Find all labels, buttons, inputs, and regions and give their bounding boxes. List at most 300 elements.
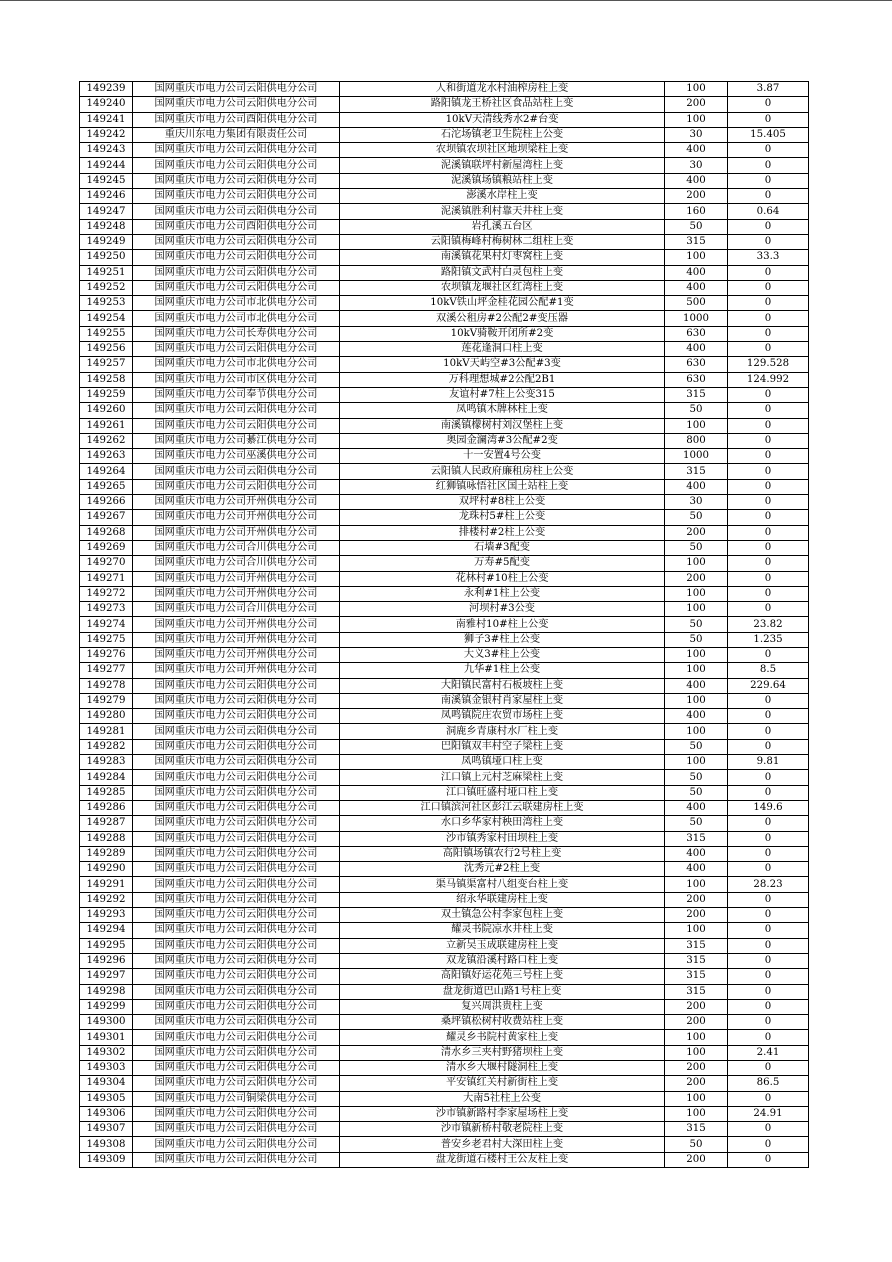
cell-company: 国网重庆市电力公司云阳供电分公司	[133, 923, 340, 938]
cell-capacity: 200	[665, 1015, 728, 1030]
table-row	[80, 877, 809, 892]
cell-company: 国网重庆市电力公司云阳供电分公司	[133, 739, 340, 754]
cell-company: 国网重庆市电力公司云阳供电分公司	[133, 846, 340, 861]
table-row	[80, 280, 809, 295]
cell-value: 0	[728, 97, 809, 112]
data-table	[79, 81, 809, 1168]
cell-capacity: 50	[665, 632, 728, 647]
table-row	[80, 816, 809, 831]
table-row	[80, 387, 809, 402]
cell-id: 149302	[80, 1045, 133, 1060]
cell-transformer-name: 沙市镇秀家村田坝柱上变	[340, 831, 665, 846]
cell-id: 149296	[80, 953, 133, 968]
cell-transformer-name: 耀灵书院凉水井柱上变	[340, 923, 665, 938]
cell-company: 国网重庆市电力公司云阳供电分公司	[133, 234, 340, 249]
cell-company: 国网重庆市电力公司云阳供电分公司	[133, 892, 340, 907]
table-row	[80, 127, 809, 142]
cell-value: 9.81	[728, 755, 809, 770]
cell-id: 149288	[80, 831, 133, 846]
table-row	[80, 709, 809, 724]
table-row	[80, 556, 809, 571]
cell-transformer-name: 大南5社柱上公变	[340, 1091, 665, 1106]
cell-transformer-name: 石沱场镇老卫生院柱上公变	[340, 127, 665, 142]
table-body	[80, 82, 809, 1168]
table-row	[80, 158, 809, 173]
cell-transformer-name: 万寿#5配变	[340, 556, 665, 571]
cell-value: 0	[728, 189, 809, 204]
cell-transformer-name: 云阳镇人民政府廉租房柱上公变	[340, 464, 665, 479]
cell-transformer-name: 泥溪镇胜利村靠天井柱上变	[340, 204, 665, 219]
cell-transformer-name: 清水乡三夹村野猪坝柱上变	[340, 1045, 665, 1060]
cell-capacity: 200	[665, 189, 728, 204]
cell-company: 国网重庆市电力公司云阳供电分公司	[133, 403, 340, 418]
cell-transformer-name: 平安镇红关村新街柱上变	[340, 1076, 665, 1091]
cell-company: 国网重庆市电力公司云阳供电分公司	[133, 999, 340, 1014]
cell-id: 149243	[80, 143, 133, 158]
cell-id: 149272	[80, 586, 133, 601]
cell-company: 国网重庆市电力公司云阳供电分公司	[133, 709, 340, 724]
cell-value: 0	[728, 586, 809, 601]
cell-capacity: 200	[665, 1152, 728, 1167]
cell-company: 国网重庆市电力公司云阳供电分公司	[133, 724, 340, 739]
cell-value: 0	[728, 311, 809, 326]
table-row	[80, 571, 809, 586]
cell-transformer-name: 澎溪水岸柱上变	[340, 189, 665, 204]
table-row	[80, 862, 809, 877]
cell-value: 0	[728, 816, 809, 831]
cell-transformer-name: 南雅村10#柱上公变	[340, 617, 665, 632]
table-row	[80, 250, 809, 265]
cell-company: 国网重庆市电力公司云阳供电分公司	[133, 464, 340, 479]
cell-company: 国网重庆市电力公司云阳供电分公司	[133, 785, 340, 800]
cell-transformer-name: 耀灵乡书院村黄家柱上变	[340, 1030, 665, 1045]
cell-value: 8.5	[728, 663, 809, 678]
cell-id: 149265	[80, 479, 133, 494]
table-row	[80, 1091, 809, 1106]
cell-value: 0	[728, 556, 809, 571]
cell-capacity: 100	[665, 755, 728, 770]
cell-id: 149258	[80, 372, 133, 387]
cell-transformer-name: 路阳镇龙王桥社区食品站柱上变	[340, 97, 665, 112]
cell-capacity: 100	[665, 647, 728, 662]
cell-company: 国网重庆市电力公司云阳供电分公司	[133, 418, 340, 433]
cell-id: 149284	[80, 770, 133, 785]
cell-id: 149286	[80, 800, 133, 815]
cell-id: 149244	[80, 158, 133, 173]
page-top-rule	[0, 0, 892, 1]
cell-transformer-name: 凤鸣镇垭口柱上变	[340, 755, 665, 770]
cell-transformer-name: 双土镇急公村李家包柱上变	[340, 908, 665, 923]
cell-capacity: 30	[665, 495, 728, 510]
cell-transformer-name: 普安乡老君村大深田柱上变	[340, 1137, 665, 1152]
cell-company: 国网重庆市电力公司合川供电分公司	[133, 540, 340, 555]
cell-company: 国网重庆市电力公司云阳供电分公司	[133, 1045, 340, 1060]
cell-company: 国网重庆市电力公司云阳供电分公司	[133, 280, 340, 295]
table-row	[80, 112, 809, 127]
table-row	[80, 219, 809, 234]
cell-capacity: 400	[665, 342, 728, 357]
cell-id: 149282	[80, 739, 133, 754]
cell-capacity: 200	[665, 525, 728, 540]
cell-capacity: 50	[665, 1137, 728, 1152]
cell-value: 0	[728, 280, 809, 295]
cell-company: 国网重庆市电力公司云阳供电分公司	[133, 862, 340, 877]
cell-id: 149261	[80, 418, 133, 433]
cell-transformer-name: 双龙镇沿溪村路口柱上变	[340, 953, 665, 968]
cell-capacity: 315	[665, 387, 728, 402]
cell-value: 0	[728, 479, 809, 494]
cell-id: 149269	[80, 540, 133, 555]
table-row	[80, 464, 809, 479]
cell-capacity: 30	[665, 158, 728, 173]
cell-capacity: 400	[665, 280, 728, 295]
cell-capacity: 315	[665, 969, 728, 984]
cell-company: 国网重庆市电力公司开州供电分公司	[133, 495, 340, 510]
cell-capacity: 100	[665, 112, 728, 127]
cell-capacity: 50	[665, 816, 728, 831]
cell-value: 0	[728, 724, 809, 739]
cell-capacity: 100	[665, 556, 728, 571]
cell-transformer-name: 凤鸣镇木牌林柱上变	[340, 403, 665, 418]
cell-capacity: 100	[665, 693, 728, 708]
cell-transformer-name: 大阳镇民富村石板坡柱上变	[340, 678, 665, 693]
cell-id: 149290	[80, 862, 133, 877]
cell-id: 149245	[80, 173, 133, 188]
table-row	[80, 632, 809, 647]
table-row	[80, 326, 809, 341]
cell-id: 149293	[80, 908, 133, 923]
cell-id: 149305	[80, 1091, 133, 1106]
cell-id: 149299	[80, 999, 133, 1014]
table-row	[80, 984, 809, 999]
cell-id: 149266	[80, 495, 133, 510]
cell-capacity: 100	[665, 724, 728, 739]
cell-transformer-name: 排楼村#2柱上公变	[340, 525, 665, 540]
cell-value: 0	[728, 1137, 809, 1152]
table-row	[80, 739, 809, 754]
cell-value: 0	[728, 571, 809, 586]
table-row	[80, 892, 809, 907]
cell-id: 149256	[80, 342, 133, 357]
cell-value: 15.405	[728, 127, 809, 142]
cell-value: 0	[728, 112, 809, 127]
table-row	[80, 770, 809, 785]
table-row	[80, 693, 809, 708]
cell-value: 3.87	[728, 82, 809, 97]
cell-value: 0	[728, 265, 809, 280]
cell-value: 0	[728, 403, 809, 418]
cell-value: 0	[728, 173, 809, 188]
cell-value: 0	[728, 540, 809, 555]
cell-value: 0	[728, 449, 809, 464]
cell-capacity: 100	[665, 1106, 728, 1121]
cell-transformer-name: 盘龙街道巴山路1号柱上变	[340, 984, 665, 999]
cell-transformer-name: 泥溪镇场镇粮站柱上变	[340, 173, 665, 188]
cell-id: 149260	[80, 403, 133, 418]
table-row	[80, 204, 809, 219]
cell-id: 149276	[80, 647, 133, 662]
cell-value: 0	[728, 387, 809, 402]
cell-id: 149298	[80, 984, 133, 999]
cell-value: 0	[728, 1152, 809, 1167]
cell-capacity: 100	[665, 586, 728, 601]
table-row	[80, 479, 809, 494]
cell-capacity: 200	[665, 908, 728, 923]
cell-company: 国网重庆市电力公司云阳供电分公司	[133, 479, 340, 494]
cell-id: 149254	[80, 311, 133, 326]
cell-company: 国网重庆市电力公司云阳供电分公司	[133, 755, 340, 770]
cell-capacity: 400	[665, 709, 728, 724]
cell-id: 149268	[80, 525, 133, 540]
cell-company: 国网重庆市电力公司云阳供电分公司	[133, 693, 340, 708]
cell-id: 149253	[80, 296, 133, 311]
cell-transformer-name: 石墙#3配变	[340, 540, 665, 555]
cell-capacity: 315	[665, 464, 728, 479]
cell-value: 0	[728, 495, 809, 510]
table-row	[80, 999, 809, 1014]
cell-capacity: 200	[665, 1076, 728, 1091]
table-row	[80, 785, 809, 800]
cell-id: 149263	[80, 449, 133, 464]
cell-id: 149285	[80, 785, 133, 800]
cell-company: 国网重庆市电力公司巫溪供电分公司	[133, 449, 340, 464]
cell-value: 0	[728, 219, 809, 234]
cell-company: 国网重庆市电力公司酉阳供电分公司	[133, 219, 340, 234]
table-row	[80, 800, 809, 815]
table-row	[80, 433, 809, 448]
cell-company: 重庆川东电力集团有限责任公司	[133, 127, 340, 142]
cell-capacity: 800	[665, 433, 728, 448]
cell-transformer-name: 10kV骑鞍开闭所#2变	[340, 326, 665, 341]
cell-company: 国网重庆市电力公司开州供电分公司	[133, 663, 340, 678]
cell-transformer-name: 南溪镇花果村灯枣窝柱上变	[340, 250, 665, 265]
cell-capacity: 200	[665, 97, 728, 112]
cell-company: 国网重庆市电力公司云阳供电分公司	[133, 1030, 340, 1045]
cell-id: 149262	[80, 433, 133, 448]
cell-value: 0	[728, 831, 809, 846]
cell-transformer-name: 盘龙街道石楼村王公友柱上变	[340, 1152, 665, 1167]
cell-value: 0	[728, 464, 809, 479]
table-row	[80, 372, 809, 387]
cell-transformer-name: 花林村#10柱上公变	[340, 571, 665, 586]
cell-transformer-name: 沈秀元#2柱上变	[340, 862, 665, 877]
cell-capacity: 50	[665, 785, 728, 800]
cell-capacity: 200	[665, 999, 728, 1014]
cell-value: 86.5	[728, 1076, 809, 1091]
cell-value: 0	[728, 296, 809, 311]
table-row	[80, 938, 809, 953]
cell-value: 0	[728, 892, 809, 907]
cell-id: 149308	[80, 1137, 133, 1152]
cell-company: 国网重庆市电力公司云阳供电分公司	[133, 678, 340, 693]
cell-company: 国网重庆市电力公司云阳供电分公司	[133, 342, 340, 357]
table-row	[80, 1137, 809, 1152]
cell-id: 149248	[80, 219, 133, 234]
table-row	[80, 97, 809, 112]
cell-company: 国网重庆市电力公司市北供电分公司	[133, 311, 340, 326]
cell-company: 国网重庆市电力公司云阳供电分公司	[133, 908, 340, 923]
cell-company: 国网重庆市电力公司云阳供电分公司	[133, 877, 340, 892]
cell-id: 149257	[80, 357, 133, 372]
cell-transformer-name: 巴阳镇双丰村空子梁柱上变	[340, 739, 665, 754]
cell-transformer-name: 江口镇旺盛村垭口柱上变	[340, 785, 665, 800]
cell-company: 国网重庆市电力公司云阳供电分公司	[133, 938, 340, 953]
table-row	[80, 678, 809, 693]
cell-company: 国网重庆市电力公司合川供电分公司	[133, 556, 340, 571]
cell-value: 0	[728, 862, 809, 877]
cell-company: 国网重庆市电力公司云阳供电分公司	[133, 969, 340, 984]
cell-capacity: 50	[665, 403, 728, 418]
cell-transformer-name: 立新吴玉成联建房柱上变	[340, 938, 665, 953]
cell-company: 国网重庆市电力公司云阳供电分公司	[133, 1015, 340, 1030]
cell-transformer-name: 10kV天清线秀水2#台变	[340, 112, 665, 127]
table-row	[80, 234, 809, 249]
cell-value: 0	[728, 984, 809, 999]
table-row	[80, 173, 809, 188]
cell-transformer-name: 渠马镇渠富村八组变台柱上变	[340, 877, 665, 892]
cell-id: 149275	[80, 632, 133, 647]
cell-company: 国网重庆市电力公司开州供电分公司	[133, 571, 340, 586]
cell-id: 149249	[80, 234, 133, 249]
cell-value: 0	[728, 143, 809, 158]
table-row	[80, 342, 809, 357]
cell-value: 0	[728, 770, 809, 785]
cell-company: 国网重庆市电力公司奉节供电分公司	[133, 387, 340, 402]
cell-capacity: 400	[665, 479, 728, 494]
cell-id: 149283	[80, 755, 133, 770]
cell-transformer-name: 南溪镇檬树村刘汉堡柱上变	[340, 418, 665, 433]
cell-company: 国网重庆市电力公司云阳供电分公司	[133, 204, 340, 219]
cell-value: 0	[728, 1091, 809, 1106]
cell-transformer-name: 奥园金澜湾#3公配#2变	[340, 433, 665, 448]
cell-id: 149307	[80, 1122, 133, 1137]
cell-company: 国网重庆市电力公司云阳供电分公司	[133, 143, 340, 158]
cell-value: 0	[728, 999, 809, 1014]
cell-transformer-name: 十一安置4号公变	[340, 449, 665, 464]
cell-company: 国网重庆市电力公司云阳供电分公司	[133, 1106, 340, 1121]
cell-value: 0	[728, 953, 809, 968]
table-row	[80, 540, 809, 555]
table-row	[80, 1076, 809, 1091]
cell-company: 国网重庆市电力公司开州供电分公司	[133, 647, 340, 662]
table-row	[80, 1030, 809, 1045]
table-row	[80, 908, 809, 923]
cell-transformer-name: 农坝镇龙堰社区红湾柱上变	[340, 280, 665, 295]
table-row	[80, 1106, 809, 1121]
cell-value: 0	[728, 525, 809, 540]
cell-id: 149246	[80, 189, 133, 204]
cell-capacity: 315	[665, 1122, 728, 1137]
table-row	[80, 617, 809, 632]
cell-capacity: 1000	[665, 449, 728, 464]
cell-transformer-name: 河坝村#3公变	[340, 602, 665, 617]
cell-transformer-name: 高阳镇场镇农行2号柱上变	[340, 846, 665, 861]
cell-capacity: 50	[665, 617, 728, 632]
cell-value: 24.91	[728, 1106, 809, 1121]
cell-id: 149250	[80, 250, 133, 265]
cell-id: 149303	[80, 1061, 133, 1076]
cell-value: 0	[728, 709, 809, 724]
cell-id: 149239	[80, 82, 133, 97]
cell-id: 149271	[80, 571, 133, 586]
cell-company: 国网重庆市电力公司铜梁供电分公司	[133, 1091, 340, 1106]
cell-value: 0	[728, 647, 809, 662]
cell-transformer-name: 九华#1柱上公变	[340, 663, 665, 678]
cell-company: 国网重庆市电力公司合川供电分公司	[133, 602, 340, 617]
cell-company: 国网重庆市电力公司云阳供电分公司	[133, 816, 340, 831]
cell-id: 149287	[80, 816, 133, 831]
cell-capacity: 400	[665, 846, 728, 861]
cell-transformer-name: 沙市镇新桥村敬老院柱上变	[340, 1122, 665, 1137]
cell-capacity: 100	[665, 923, 728, 938]
table-row	[80, 663, 809, 678]
cell-value: 0	[728, 785, 809, 800]
cell-value: 0.64	[728, 204, 809, 219]
cell-capacity: 315	[665, 953, 728, 968]
cell-company: 国网重庆市电力公司开州供电分公司	[133, 617, 340, 632]
cell-id: 149264	[80, 464, 133, 479]
cell-transformer-name: 泥溪镇联坪村新屋湾柱上变	[340, 158, 665, 173]
cell-capacity: 100	[665, 1030, 728, 1045]
table-row	[80, 265, 809, 280]
table-row	[80, 953, 809, 968]
table-row	[80, 296, 809, 311]
cell-company: 国网重庆市电力公司云阳供电分公司	[133, 158, 340, 173]
cell-value: 0	[728, 158, 809, 173]
cell-capacity: 200	[665, 571, 728, 586]
cell-value: 33.3	[728, 250, 809, 265]
cell-value: 124.992	[728, 372, 809, 387]
cell-value: 0	[728, 1015, 809, 1030]
cell-transformer-name: 云阳镇梅峰村梅树林二组柱上变	[340, 234, 665, 249]
cell-value: 0	[728, 326, 809, 341]
cell-id: 149273	[80, 602, 133, 617]
cell-capacity: 630	[665, 372, 728, 387]
cell-capacity: 400	[665, 265, 728, 280]
cell-capacity: 100	[665, 1091, 728, 1106]
table-row	[80, 357, 809, 372]
table-row	[80, 846, 809, 861]
cell-id: 149270	[80, 556, 133, 571]
cell-transformer-name: 农坝镇农坝社区地坝梁柱上变	[340, 143, 665, 158]
table-row	[80, 510, 809, 525]
table-row	[80, 449, 809, 464]
table-row	[80, 143, 809, 158]
cell-capacity: 160	[665, 204, 728, 219]
cell-transformer-name: 莲花逢洞口柱上变	[340, 342, 665, 357]
cell-transformer-name: 岩孔溪五台区	[340, 219, 665, 234]
table-row	[80, 1152, 809, 1167]
cell-transformer-name: 龙珠村5#柱上公变	[340, 510, 665, 525]
cell-id: 149292	[80, 892, 133, 907]
cell-capacity: 30	[665, 127, 728, 142]
cell-value: 28.23	[728, 877, 809, 892]
cell-transformer-name: 路阳镇文武村白灵包柱上变	[340, 265, 665, 280]
cell-transformer-name: 人和街道龙水村油榨房柱上变	[340, 82, 665, 97]
cell-capacity: 400	[665, 800, 728, 815]
cell-capacity: 315	[665, 234, 728, 249]
cell-company: 国网重庆市电力公司云阳供电分公司	[133, 800, 340, 815]
cell-value: 23.82	[728, 617, 809, 632]
cell-value: 0	[728, 739, 809, 754]
cell-company: 国网重庆市电力公司云阳供电分公司	[133, 82, 340, 97]
cell-id: 149301	[80, 1030, 133, 1045]
cell-value: 0	[728, 342, 809, 357]
cell-capacity: 400	[665, 143, 728, 158]
table-row	[80, 189, 809, 204]
table-row	[80, 755, 809, 770]
cell-transformer-name: 水口乡华家村秧田湾柱上变	[340, 816, 665, 831]
